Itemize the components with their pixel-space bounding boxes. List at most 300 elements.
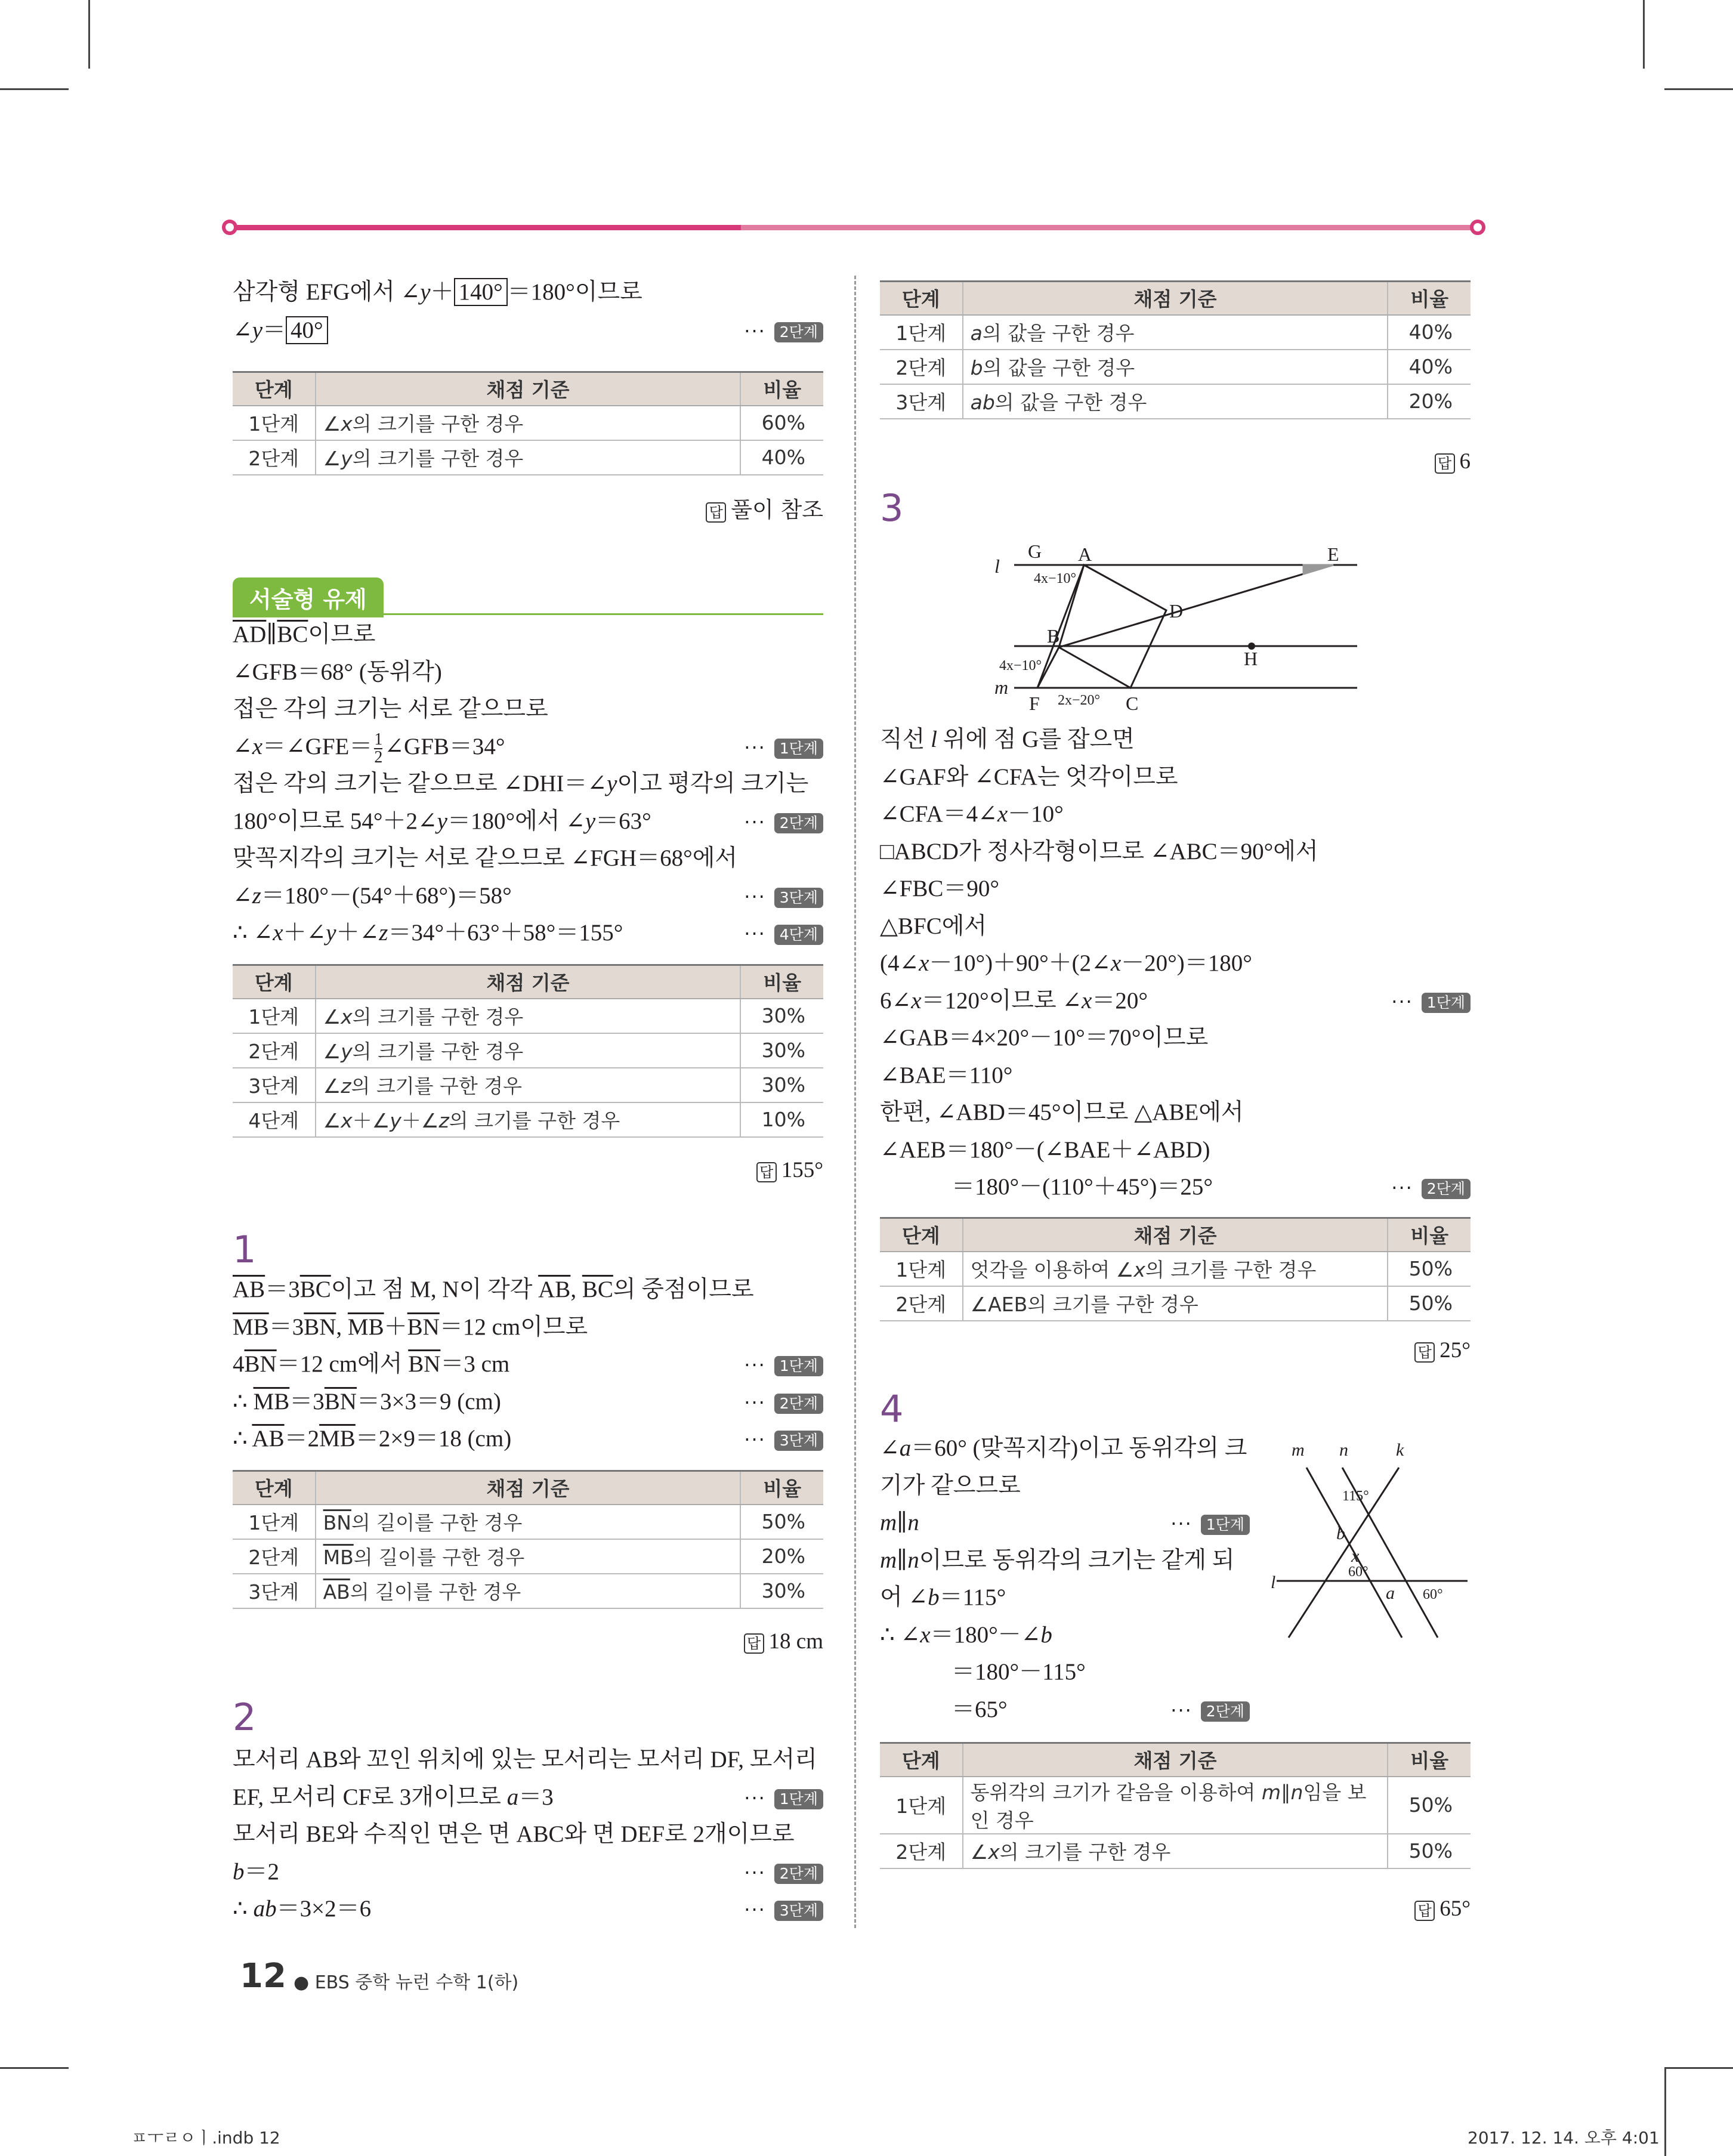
step-marker — [1391, 1170, 1471, 1204]
fig3-angle-label: 4x−10° — [1034, 571, 1077, 586]
line-text — [233, 845, 737, 871]
table-header-cell: 채점 기준 — [316, 965, 741, 999]
fig3-label: F — [1029, 693, 1040, 714]
solution-line — [233, 314, 823, 347]
math-variable: ab — [970, 391, 995, 414]
solution-line — [880, 1170, 1471, 1204]
table-row — [880, 1777, 1471, 1834]
leader-dots: ··· — [1391, 1176, 1413, 1199]
text-run: ＋∠ — [283, 920, 326, 946]
crop-mark — [1664, 2067, 1733, 2069]
scoring-table-5 — [880, 1742, 1471, 1869]
math-variable: x — [997, 801, 1008, 827]
math-variable: x — [1133, 1258, 1145, 1281]
leader-dots: ··· — [744, 1428, 766, 1451]
fig4-label: x — [1351, 1546, 1360, 1566]
segment-symbol: $\overline{AB}$ — [233, 1277, 265, 1302]
text-run: 기가 같으므로 — [880, 1472, 1021, 1499]
step-badge: 3단계 — [774, 888, 823, 908]
step-cell: 1단계 — [233, 999, 316, 1033]
math-variable: x — [273, 920, 283, 946]
solution-line — [880, 1655, 1250, 1689]
segment-symbol: $\overline{BC}$ — [299, 1277, 331, 1302]
fig4-label: b — [1336, 1524, 1345, 1543]
line-text — [233, 696, 548, 722]
ratio-cell: 50% — [1388, 1777, 1471, 1834]
line-text — [233, 1859, 279, 1885]
ratio-cell: 30% — [740, 1068, 823, 1102]
text-run: ∴ — [233, 1896, 254, 1922]
text-run: 이고 점 M, N이 각각 — [330, 1277, 539, 1302]
step-badge: 1단계 — [774, 1356, 823, 1376]
math-variable: y — [437, 808, 447, 834]
text-run: ∠FBC＝90° — [880, 876, 999, 901]
line-text — [233, 1351, 509, 1377]
segment-symbol: $\overline{MB}$ — [347, 1314, 384, 1340]
math-variable: n — [907, 1510, 919, 1536]
answer-badge-icon: 답 — [706, 502, 726, 523]
math-variable: y — [420, 279, 431, 305]
line-text — [233, 622, 375, 647]
step-cell: 1단계 — [880, 315, 963, 350]
text-run: ＝∠GFE＝ — [262, 733, 373, 759]
line-text — [233, 808, 651, 834]
table-row — [233, 406, 823, 440]
math-variable: x — [341, 1005, 353, 1028]
segment-symbol: $\overline{AB}$ — [538, 1277, 571, 1302]
text-run: 의 길이를 구한 경우 — [353, 1546, 525, 1569]
text-run: ＝2 — [284, 1426, 320, 1451]
solution-line — [880, 947, 1471, 980]
table-header-cell: 비율 — [1388, 1743, 1471, 1777]
line-text — [233, 1389, 501, 1414]
table-row — [880, 1252, 1471, 1286]
step-marker — [744, 1892, 823, 1926]
table-header-row — [880, 1743, 1471, 1777]
text-run: 180°이므로 54°＋2∠ — [233, 808, 437, 834]
text-run: 의 크기를 구한 경우 — [352, 1040, 524, 1063]
table-header-cell: 단계 — [233, 1471, 316, 1505]
step-marker — [744, 1855, 823, 1889]
step-cell: 1단계 — [233, 406, 316, 440]
step-cell: 3단계 — [880, 384, 963, 419]
line-text — [880, 1547, 1234, 1573]
text-run: －10° — [1008, 801, 1064, 827]
solution-line — [880, 798, 1471, 831]
fig4-label: m — [1292, 1440, 1305, 1460]
table-row — [233, 1102, 823, 1137]
text-run: ＝12 cm에서 — [276, 1351, 409, 1377]
fig3-label: E — [1327, 543, 1339, 565]
solution-line — [233, 842, 823, 875]
line-text — [880, 764, 1178, 790]
math-variable: l — [931, 727, 937, 752]
denominator: 2 — [374, 748, 383, 767]
segment-symbol: $\overline{BC}$ — [277, 622, 308, 647]
table-header-cell: 채점 기준 — [963, 1743, 1388, 1777]
solution-line — [233, 1348, 823, 1381]
crop-mark — [0, 88, 69, 90]
step-cell: 4단계 — [233, 1102, 316, 1137]
text-run: , — [336, 1314, 348, 1340]
problem-4-number: 4 — [880, 1387, 904, 1431]
section-tag: 서술형 유제 — [233, 577, 384, 617]
text-run: 삼각형 EFG에서 ∠ — [233, 279, 421, 305]
math-variable: x — [919, 950, 929, 976]
criteria-cell — [316, 406, 741, 440]
criteria-cell — [963, 1777, 1388, 1834]
step-marker — [744, 1422, 823, 1456]
section-tag-line — [233, 613, 823, 615]
step-marker — [1391, 984, 1471, 1018]
ratio-cell: 50% — [740, 1505, 823, 1539]
solution-line — [880, 835, 1471, 869]
answer-0 — [1435, 449, 1471, 474]
text-run: ∥ — [266, 622, 277, 647]
text-run: ∠ — [233, 317, 252, 343]
math-variable: z — [379, 920, 388, 946]
answer-2 — [756, 1157, 823, 1183]
answer-1 — [706, 492, 823, 524]
ratio-cell: 60% — [740, 406, 823, 440]
criteria-cell — [316, 999, 741, 1033]
step-cell: 2단계 — [233, 1539, 316, 1574]
text-run: 이고 평각의 크기는 — [617, 771, 809, 796]
step-marker — [744, 1781, 823, 1815]
text-run: ∥ — [897, 1547, 908, 1573]
text-run: ＝3 — [268, 1314, 304, 1340]
text-run: ∠ — [323, 1109, 341, 1132]
text-run: 직선 — [880, 727, 931, 752]
line-text — [880, 950, 1252, 976]
table-header-row — [880, 282, 1471, 315]
table-row — [233, 1539, 823, 1574]
text-run: ∠ — [323, 1040, 341, 1063]
solution-line — [880, 872, 1471, 906]
math-variable: m — [1261, 1780, 1281, 1804]
math-variable: y — [341, 1040, 353, 1063]
leader-dots: ··· — [744, 1861, 766, 1884]
text-run: EF, 모서리 CF로 3개이므로 — [233, 1784, 507, 1810]
text-run: ∠ — [233, 733, 252, 759]
scoring-table-2 — [233, 964, 823, 1138]
text-run: 4 — [233, 1351, 245, 1377]
fig3-label: l — [994, 555, 1000, 577]
text-run: 의 길이를 구한 경우 — [351, 1511, 523, 1534]
math-variable: b — [970, 356, 983, 379]
text-run: ＝3 — [518, 1784, 554, 1810]
book-title: ● EBS 중학 뉴런 수학 1(하) — [294, 1972, 519, 1993]
line-text — [233, 659, 442, 685]
line-text — [233, 316, 328, 344]
math-variable: y — [326, 920, 336, 946]
figure-3 — [987, 540, 1363, 713]
text-run: ＋ — [384, 1314, 407, 1340]
fig3-angle-label: 4x−10° — [999, 658, 1042, 674]
math-variable: z — [252, 882, 261, 909]
answer-text: 25° — [1439, 1338, 1471, 1363]
ratio-cell: 50% — [1388, 1834, 1471, 1868]
ratio-cell: 30% — [740, 999, 823, 1033]
answer-badge-icon: 답 — [1435, 453, 1455, 474]
text-run: ＋∠ — [401, 1109, 439, 1132]
solution-line — [233, 767, 823, 801]
text-run: ＝34°＋63°＋58°＝155° — [388, 920, 623, 946]
criteria-cell — [963, 350, 1388, 384]
leader-dots: ··· — [1391, 990, 1413, 1013]
text-run: ∠BAE＝110° — [880, 1062, 1013, 1088]
ratio-cell: 40% — [1388, 350, 1471, 384]
solution-line — [880, 1618, 1250, 1652]
solution-line — [880, 1096, 1471, 1129]
line-text — [880, 1510, 919, 1536]
fig3-label: m — [994, 677, 1009, 698]
table-row — [880, 384, 1471, 419]
math-variable: x — [341, 412, 353, 435]
text-run: ＝ — [262, 317, 286, 343]
text-run: ∥ — [897, 1510, 908, 1536]
text-run: －20°)＝180° — [1121, 950, 1252, 976]
fig3-angle-label: 2x−20° — [1058, 693, 1101, 708]
table-header-cell: 채점 기준 — [316, 1471, 741, 1505]
figure-4 — [1271, 1432, 1473, 1647]
segment-symbol: $\overline{AD}$ — [233, 622, 267, 647]
line-text — [880, 1584, 1006, 1610]
table-row — [233, 1068, 823, 1102]
segment-symbol: $\overline{BN}$ — [244, 1351, 277, 1377]
text-run: ＝120°이므로 ∠ — [921, 987, 1082, 1014]
table-header-cell: 단계 — [233, 965, 316, 999]
step-badge: 1단계 — [774, 739, 823, 759]
leader-dots: ··· — [744, 810, 766, 833]
text-run: ＝180°－(110°＋45°)＝25° — [952, 1174, 1213, 1200]
criteria-cell — [316, 1033, 741, 1068]
leader-dots: ··· — [1170, 1512, 1193, 1535]
step-cell: 2단계 — [880, 1834, 963, 1868]
text-run: ＋∠ — [336, 920, 379, 946]
solution-line — [233, 656, 823, 689]
ratio-cell: 50% — [1388, 1252, 1471, 1286]
math-variable: a — [506, 1784, 519, 1810]
table-header-row — [880, 1218, 1471, 1252]
text-run: 동위각의 크기가 같음을 이용하여 — [970, 1780, 1262, 1804]
text-run: ∠GFB＝34° — [384, 733, 505, 759]
step-marker — [744, 1348, 823, 1382]
line-text — [880, 1137, 1210, 1163]
table-row — [233, 1505, 823, 1539]
criteria-cell — [963, 1834, 1388, 1868]
step-cell: 1단계 — [880, 1252, 963, 1286]
column-divider — [854, 276, 856, 1928]
solution-line — [233, 1818, 823, 1851]
text-run: □ABCD가 정사각형이므로 ∠ABC＝90°에서 — [880, 838, 1318, 864]
line-text — [880, 801, 1064, 827]
step-badge: 1단계 — [1201, 1515, 1250, 1535]
criteria-cell — [316, 1068, 741, 1102]
scoring-table-3 — [233, 1470, 823, 1609]
segment-symbol: $\overline{AB}$ — [323, 1580, 350, 1604]
step-badge: 2단계 — [774, 322, 823, 342]
text-run: 모서리 AB와 꼬인 위치에 있는 모서리는 모서리 DF, 모서리 — [233, 1747, 817, 1772]
table-row — [880, 350, 1471, 384]
step-badge: 1단계 — [774, 1789, 823, 1809]
math-variable: m — [880, 1510, 897, 1536]
text-run: ∥ — [1281, 1780, 1291, 1804]
criteria-cell — [316, 1539, 741, 1574]
step-cell: 1단계 — [233, 1505, 316, 1539]
line-text — [880, 839, 1318, 864]
math-variable: ab — [253, 1896, 277, 1922]
solution-line — [880, 761, 1471, 794]
line-be — [1059, 565, 1333, 647]
math-variable: z — [341, 1074, 351, 1098]
fig3-label: G — [1028, 540, 1042, 562]
step-badge: 2단계 — [1201, 1701, 1250, 1722]
leader-dots: ··· — [744, 922, 766, 945]
table-header-cell: 채점 기준 — [316, 372, 741, 406]
ratio-cell: 50% — [1388, 1286, 1471, 1321]
table-header-row — [233, 372, 823, 406]
answer-3 — [744, 1629, 823, 1654]
table-row — [233, 999, 823, 1033]
text-run: 접은 각의 크기는 같으므로 ∠DHI＝∠ — [233, 771, 607, 796]
text-run: 위에 점 G를 잡으면 — [937, 727, 1135, 752]
answer-text: 155° — [781, 1158, 823, 1182]
text-run: ∠GAF와 ∠CFA는 엇각이므로 — [880, 764, 1178, 790]
text-run: ＝60° (맞꼭지각)이고 동위각의 크 — [911, 1435, 1247, 1461]
table-header-row — [233, 965, 823, 999]
problem-3-number: 3 — [880, 486, 904, 530]
step-badge: 3단계 — [774, 1431, 823, 1451]
text-run: ＝180°이므로 — [507, 279, 642, 305]
text-run: 이므로 — [308, 622, 376, 647]
text-run: 의 값을 구한 경우 — [982, 322, 1135, 345]
text-run: ∠AEB의 크기를 구한 경우 — [970, 1293, 1198, 1316]
line-text — [233, 920, 623, 946]
math-variable: y — [607, 771, 617, 796]
text-run: 의 중점이므로 — [613, 1277, 754, 1302]
math-variable: b — [1040, 1621, 1052, 1648]
text-run: ∴ — [233, 1426, 252, 1451]
segment-symbol: $\overline{MB}$ — [253, 1388, 290, 1414]
table-header-cell: 비율 — [1388, 282, 1471, 315]
text-run: ＝180°－115° — [952, 1659, 1086, 1685]
text-run: ∠ — [233, 882, 252, 909]
text-run: ＝180°에서 ∠ — [447, 808, 585, 834]
solution-line — [880, 1021, 1471, 1055]
ratio-cell: 20% — [740, 1539, 823, 1574]
table-header-cell: 단계 — [880, 1743, 963, 1777]
text-run: ＝65° — [952, 1696, 1008, 1722]
math-variable: y — [390, 1109, 401, 1132]
leader-dots: ··· — [744, 736, 766, 759]
answer-text: 18 cm — [768, 1629, 823, 1654]
step-marker — [1170, 1506, 1250, 1540]
solution-line — [233, 1892, 823, 1926]
solution-line — [880, 1693, 1250, 1726]
step-marker — [744, 314, 823, 348]
line-text — [880, 1099, 1244, 1125]
step-badge: 2단계 — [774, 1864, 823, 1884]
math-variable: x — [252, 733, 262, 759]
fig3-label: C — [1126, 693, 1139, 714]
math-variable: a — [970, 322, 983, 345]
step-marker — [744, 916, 823, 950]
answer-5 — [1414, 1896, 1471, 1922]
math-variable: y — [341, 447, 353, 470]
text-run: 의 크기를 구한 경우 — [449, 1109, 620, 1132]
text-run: ＝63° — [595, 808, 651, 834]
text-run: ＝3 — [289, 1388, 325, 1414]
table-header-row — [233, 1471, 823, 1505]
line-text — [233, 1426, 511, 1451]
math-variable: x — [341, 1109, 353, 1132]
segment-symbol: $\overline{BN}$ — [408, 1351, 441, 1377]
solution-line — [233, 1422, 823, 1456]
line-text — [880, 988, 1148, 1014]
step-badge: 3단계 — [774, 1901, 823, 1921]
text-run: ＋ — [430, 279, 454, 305]
table-header-cell: 단계 — [880, 1218, 963, 1252]
math-variable: x — [1082, 987, 1092, 1014]
ratio-cell: 40% — [1388, 315, 1471, 350]
solution-line — [880, 1432, 1250, 1465]
text-run: ＋∠ — [352, 1109, 390, 1132]
solution-line — [233, 1311, 823, 1344]
text-run: 의 크기를 구한 경우 — [352, 1005, 524, 1028]
line-text — [880, 1622, 1052, 1648]
text-run: ∠GFB＝68° (동위각) — [233, 659, 442, 685]
answer-badge-icon: 답 — [756, 1162, 777, 1182]
segment-symbol: $\overline{BC}$ — [582, 1277, 613, 1302]
leader-dots: ··· — [744, 320, 766, 342]
segment-symbol: $\overline{BN}$ — [324, 1388, 357, 1414]
page-number: 12 — [240, 1957, 286, 1996]
scoring-table-1 — [233, 371, 823, 475]
solution-line — [233, 1781, 823, 1814]
problem-1-number: 1 — [233, 1228, 257, 1271]
text-run: ＝20° — [1092, 987, 1148, 1014]
leader-dots: ··· — [744, 1898, 766, 1921]
step-marker — [744, 1385, 823, 1419]
solution-line — [233, 693, 823, 726]
ratio-cell: 20% — [1388, 384, 1471, 419]
text-run: 엇각을 이용하여 ∠ — [970, 1258, 1134, 1281]
text-run: 이므로 동위각의 크기는 같게 되 — [919, 1547, 1235, 1573]
solution-line — [880, 1059, 1471, 1092]
text-run: ∠GAB＝4×20°－10°＝70°이므로 — [880, 1025, 1209, 1051]
math-variable: b — [928, 1584, 940, 1610]
line-text — [233, 1784, 554, 1810]
solution-line — [233, 1855, 823, 1889]
fig3-label: A — [1078, 543, 1092, 565]
answer-text: 65° — [1439, 1896, 1471, 1921]
fig3-label: H — [1244, 648, 1258, 669]
line-text — [952, 1174, 1213, 1200]
line-text — [880, 913, 987, 939]
text-run: , — [570, 1277, 582, 1302]
table-header-cell: 비율 — [740, 1471, 823, 1505]
text-run: ∴ ∠ — [880, 1621, 920, 1648]
solution-line — [880, 910, 1471, 943]
solution-line — [233, 1385, 823, 1419]
line-text — [233, 1821, 795, 1847]
math-variable: n — [907, 1547, 919, 1573]
table-row — [880, 315, 1471, 350]
angle-mark-e — [1303, 565, 1333, 574]
criteria-cell — [316, 440, 741, 475]
table-header-cell: 비율 — [740, 372, 823, 406]
